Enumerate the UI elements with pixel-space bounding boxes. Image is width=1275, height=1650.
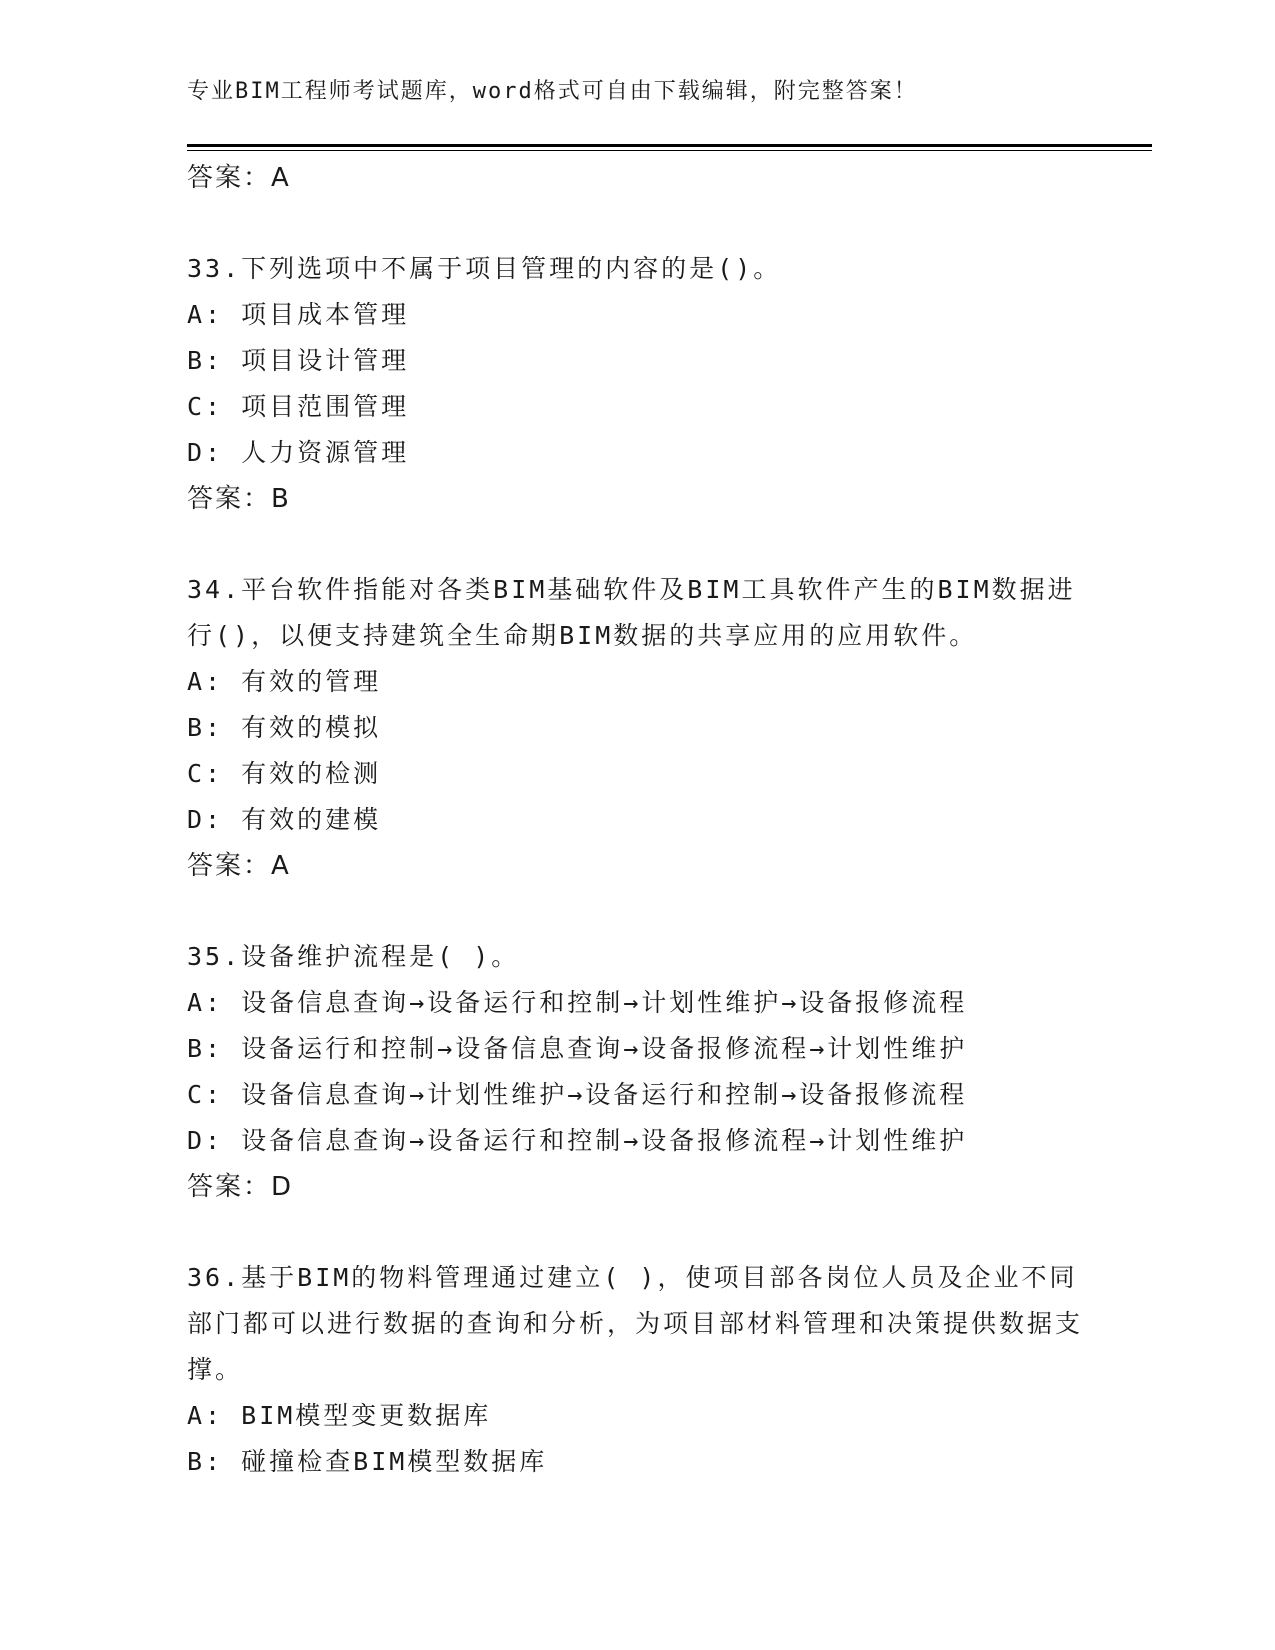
question-35	[187, 934, 1087, 1210]
header-rule-thick	[187, 144, 1152, 147]
answer: 答案：B	[187, 484, 291, 514]
option-b: B: 设备运行和控制→设备信息查询→设备报修流程→计划性维护	[187, 1034, 968, 1063]
question-34	[187, 567, 1087, 889]
question-36	[187, 1255, 1087, 1485]
answer: 答案：A	[187, 851, 291, 881]
option-c: C: 设备信息查询→计划性维护→设备运行和控制→设备报修流程	[187, 1080, 968, 1109]
header-rule-thin	[187, 150, 1152, 151]
option-c: C: 项目范围管理	[187, 392, 410, 421]
option-a: A: BIM模型变更数据库	[187, 1401, 492, 1430]
option-b: B: 有效的模拟	[187, 713, 382, 742]
option-a: A: 设备信息查询→设备运行和控制→计划性维护→设备报修流程	[187, 988, 968, 1017]
question-stem: 33.下列选项中不属于项目管理的内容的是()。	[187, 254, 782, 283]
question-stem: 36.基于BIM的物料管理通过建立( )，使项目部各岗位人员及企业不同部门都可以进行数据的查询和分析，为项目部材料管理和决策提供数据支撑。	[187, 1263, 1084, 1384]
previous-answer: 答案：A	[187, 163, 291, 193]
option-c: C: 有效的检测	[187, 759, 382, 788]
answer: 答案：D	[187, 1172, 294, 1202]
document-content	[187, 155, 1087, 1485]
question-33	[187, 246, 1087, 522]
option-d: D: 人力资源管理	[187, 438, 410, 467]
option-b: B: 碰撞检查BIM模型数据库	[187, 1447, 548, 1476]
option-d: D: 有效的建模	[187, 805, 382, 834]
option-a: A: 项目成本管理	[187, 300, 410, 329]
option-a: A: 有效的管理	[187, 667, 382, 696]
question-stem: 35.设备维护流程是( )。	[187, 942, 520, 971]
option-d: D: 设备信息查询→设备运行和控制→设备报修流程→计划性维护	[187, 1126, 968, 1155]
question-stem: 34.平台软件指能对各类BIM基础软件及BIM工具软件产生的BIM数据进行()，以便支持建筑全生命期BIM数据的共享应用的应用软件。	[187, 575, 1076, 650]
option-b: B: 项目设计管理	[187, 346, 410, 375]
page-header: 专业BIM工程师考试题库，word格式可自由下载编辑，附完整答案！	[187, 79, 918, 104]
